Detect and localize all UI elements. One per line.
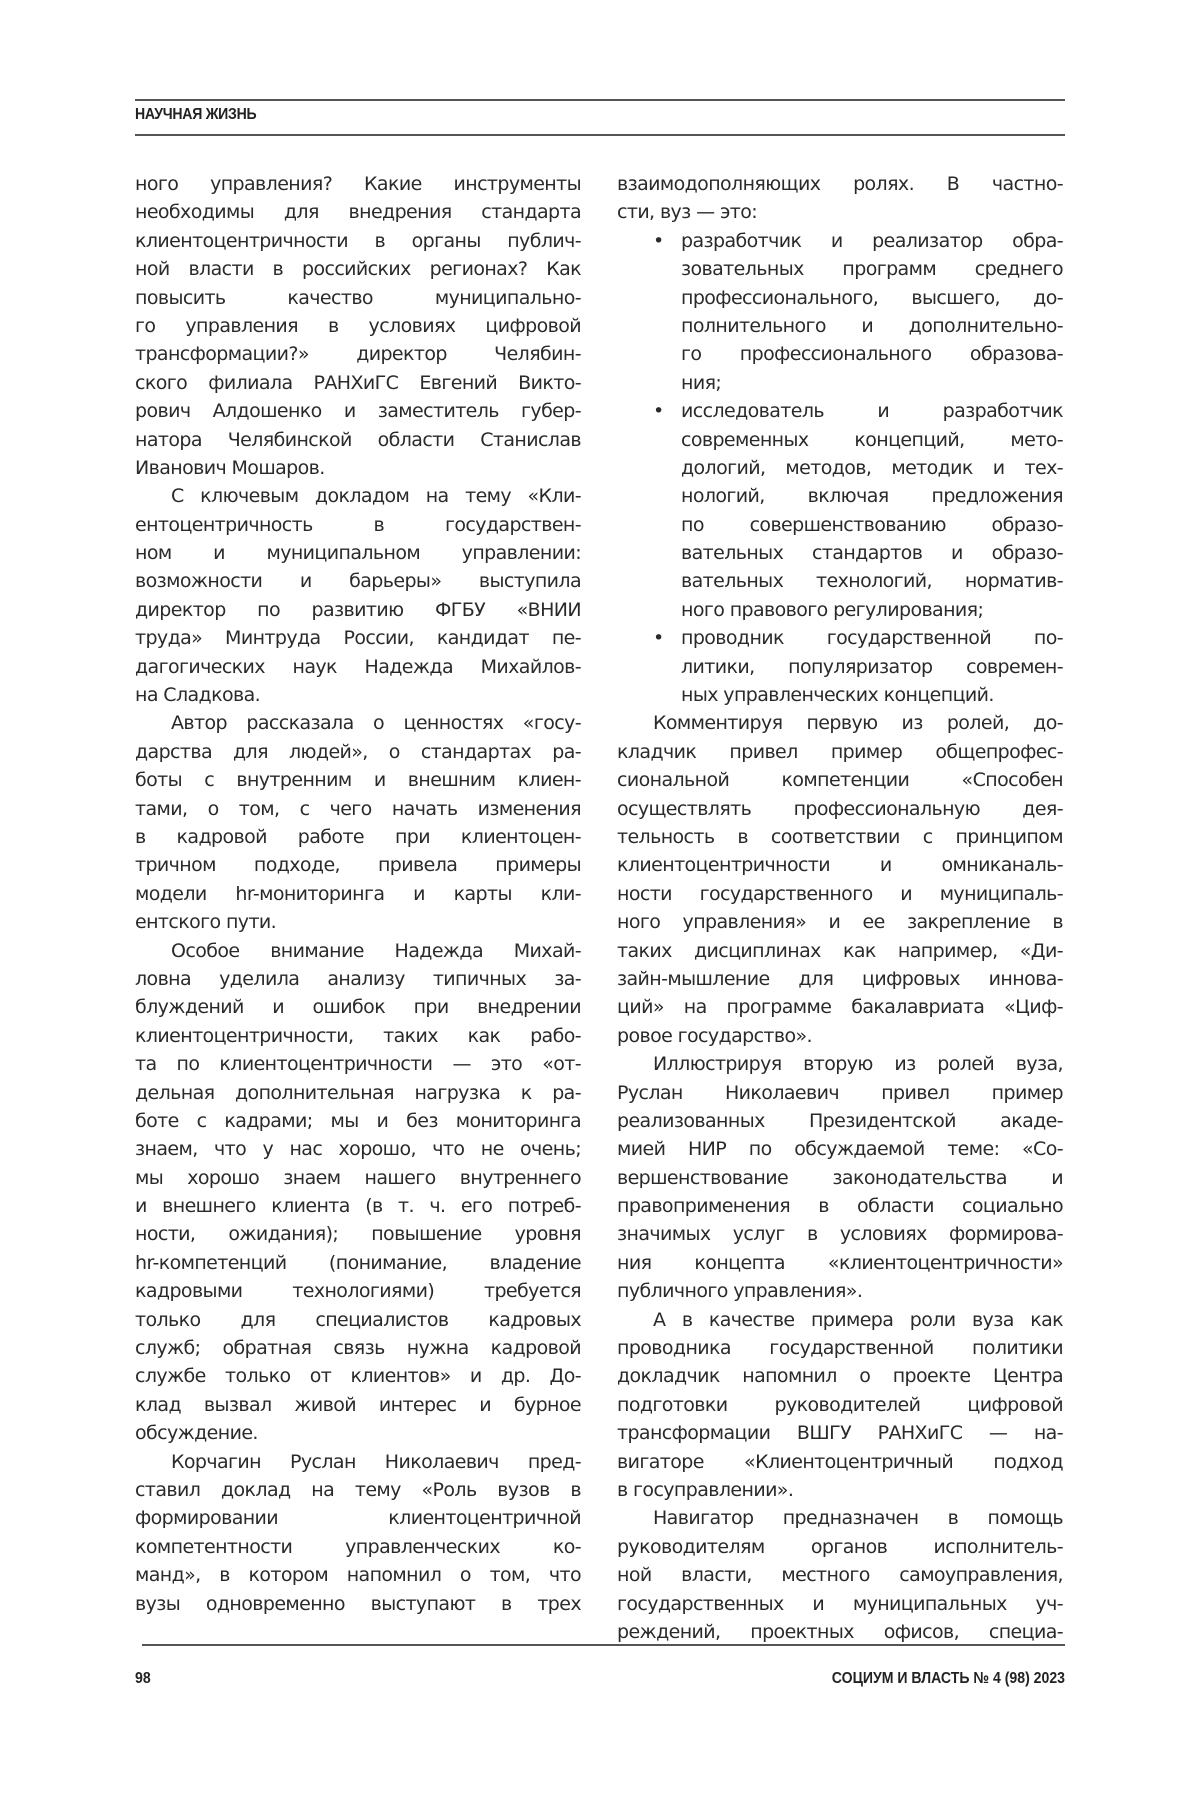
bullet-icon	[617, 255, 681, 283]
bullet-item	[617, 227, 1063, 397]
bullet-text: го профессионального образова-	[681, 343, 1063, 366]
bullet-text: нологий, включая предложения	[681, 485, 1063, 508]
footer-rule	[142, 1644, 1065, 1646]
bullet-text: ного правового регулирования;	[681, 598, 984, 621]
text-line: возможности и барьеры» выступила	[135, 570, 581, 593]
text-line: повысить качество муниципально-	[135, 286, 581, 309]
text-line: реализованных Президентской акаде-	[617, 1109, 1063, 1132]
text-line: сиональной компетенции «Способен	[617, 769, 1063, 792]
bullet-line	[617, 511, 1063, 539]
text-line: службе только от клиентов» и др. До-	[135, 1365, 581, 1388]
text-line: труда» Минтруда России, кандидат пе-	[135, 627, 581, 650]
text-line: правоприменения в области социально	[617, 1195, 1063, 1218]
text-line: Иванович Мошаров.	[135, 456, 325, 479]
bullet-text: зовательных программ среднего	[681, 258, 1063, 281]
bullet-line	[617, 227, 1063, 255]
text-line: вузы одновременно выступают в трех	[135, 1592, 581, 1615]
text-line: Автор рассказала о ценностях «госу-	[171, 712, 581, 735]
bullet-line	[617, 596, 1063, 624]
text-line: вершенствование законодательства и	[617, 1166, 1063, 1189]
bullet-text: дологий, методов, методик и тех-	[681, 456, 1063, 479]
text-line: вигаторе «Клиентоцентричный подход	[617, 1450, 1063, 1473]
text-line: подготовки руководителей цифровой	[617, 1393, 1063, 1416]
text-line: мией НИР по обсуждаемой теме: «Со-	[617, 1138, 1063, 1161]
text-line: осуществлять профессиональную дея-	[617, 797, 1063, 820]
text-line: тричном подходе, привела примеры	[135, 854, 581, 877]
bullet-text: исследователь и разработчик	[681, 400, 1063, 423]
text-line: зайн-мышление для цифровых иннова-	[617, 967, 1063, 990]
text-line: таких дисциплинах как например, «Ди-	[617, 939, 1063, 962]
bullet-text: профессионального, высшего, до-	[681, 286, 1063, 309]
text-line: только для специалистов кадровых	[135, 1308, 581, 1331]
text-line: клиентоцентричности, таких как рабо-	[135, 1024, 581, 1047]
bullet-icon	[617, 511, 681, 539]
bullet-icon	[617, 596, 681, 624]
text-line: та по клиентоцентричности — это «от-	[135, 1053, 581, 1076]
bullet-item	[617, 397, 1063, 624]
text-line: кладчик привел пример общепрофес-	[617, 740, 1063, 763]
bullet-line	[617, 255, 1063, 283]
text-line: трансформации?» директор Челябин-	[135, 343, 581, 366]
text-line: ности, ожидания); повышение уровня	[135, 1223, 581, 1246]
text-line: взаимодополняющих ролях. В частно-	[617, 173, 1063, 195]
text-line: и внешнего клиента (в т. ч. его потреб-	[135, 1195, 581, 1218]
bullet-icon: •	[653, 400, 664, 423]
bullet-icon	[617, 681, 681, 709]
text-line: дельная дополнительная нагрузка к ра-	[135, 1081, 581, 1104]
text-line: ного управления» и ее закрепление в	[617, 911, 1063, 934]
text-line: А в качестве примера роли вуза как	[653, 1308, 1063, 1331]
bullet-line	[617, 681, 1063, 709]
bullet-icon	[617, 567, 681, 595]
text-line: Руслан Николаевич привел пример	[617, 1081, 1063, 1104]
bullet-text: по совершенствованию образо-	[681, 513, 1063, 536]
page-number: 98	[135, 1670, 151, 1687]
bullet-icon	[617, 426, 681, 454]
text-line: рович Алдошенко и заместитель губер-	[135, 400, 581, 423]
bullet-icon: •	[653, 627, 664, 650]
bullet-text: проводник государственной по-	[681, 627, 1063, 650]
text-line: ния концепта «клиентоцентричности»	[617, 1251, 1063, 1274]
text-line: клад вызвал живой интерес и бурное	[135, 1393, 581, 1416]
bullet-icon	[617, 539, 681, 567]
bullet-text: вательных стандартов и образо-	[681, 542, 1063, 565]
text-line: ентоцентричность в государствен-	[135, 513, 581, 536]
text-line: модели hr-мониторинга и карты кли-	[135, 882, 581, 905]
text-line: на Сладкова.	[135, 684, 261, 707]
text-line: трансформации ВШГУ РАНХиГС — на-	[617, 1422, 1063, 1445]
text-line: ставил доклад на тему «Роль вузов в	[135, 1478, 581, 1501]
bullet-line	[617, 426, 1063, 454]
header-top-rule	[135, 99, 1065, 101]
text-line: публичного управления».	[617, 1280, 863, 1303]
text-line: Особое внимание Надежда Михай-	[171, 939, 581, 962]
bullet-line	[617, 397, 1063, 425]
right-body	[617, 709, 1063, 1646]
text-line: в госуправлении».	[617, 1478, 794, 1501]
text-line: докладчик напомнил о проекте Центра	[617, 1365, 1063, 1388]
text-line: Комментируя первую из ролей, до-	[653, 712, 1063, 735]
bullet-line	[617, 567, 1063, 595]
bullet-text: ных управленческих концепций.	[681, 684, 994, 707]
bullet-text: разработчик и реализатор обра-	[681, 229, 1063, 252]
text-line: ного управления? Какие инструменты	[135, 173, 581, 195]
bullet-text: литики, популяризатор современ-	[681, 655, 1063, 678]
bullet-text: полнительного и дополнительно-	[681, 314, 1063, 337]
text-line: реждений, проектных офисов, специа-	[617, 1620, 1063, 1643]
text-line: тами, о том, с чего начать изменения	[135, 797, 581, 820]
text-line: ловна уделила анализу типичных за-	[135, 967, 581, 990]
bullet-icon	[617, 482, 681, 510]
bullet-line	[617, 653, 1063, 681]
text-line: служб; обратная связь нужна кадровой	[135, 1337, 581, 1360]
text-line: Навигатор предназначен в помощь	[653, 1507, 1063, 1530]
bullet-line	[617, 624, 1063, 652]
text-line: го управления в условиях цифровой	[135, 314, 581, 337]
text-line: клиентоцентричности и омниканаль-	[617, 854, 1063, 877]
text-line: натора Челябинской области Станислав	[135, 428, 581, 451]
text-line: ровое государство».	[617, 1024, 812, 1047]
text-line: hr-компетенций (понимание, владение	[135, 1251, 581, 1274]
bullet-line	[617, 312, 1063, 340]
text-line: в кадровой работе при клиентоцен-	[135, 825, 581, 848]
bullet-icon: •	[653, 229, 664, 252]
text-line: кадровыми технологиями) требуется	[135, 1280, 581, 1303]
text-line: руководителям органов исполнитель-	[617, 1535, 1063, 1558]
right-column	[617, 170, 1063, 1646]
bullet-icon	[617, 312, 681, 340]
journal-issue: СОЦИУМ И ВЛАСТЬ № 4 (98) 2023	[831, 1670, 1065, 1687]
text-line: необходимы для внедрения стандарта	[135, 201, 581, 224]
bullet-icon	[617, 454, 681, 482]
text-line: боты с внутренним и внешним клиен-	[135, 769, 581, 792]
text-line: С ключевым докладом на тему «Кли-	[171, 485, 581, 508]
text-line: государственных и муниципальных уч-	[617, 1592, 1063, 1615]
text-line: манд», в котором напомнил о том, что	[135, 1564, 581, 1587]
text-line: ности государственного и муниципаль-	[617, 882, 1063, 905]
text-line: ном и муниципальном управлении:	[135, 542, 581, 565]
text-line: Иллюстрируя вторую из ролей вуза,	[653, 1053, 1063, 1076]
text-line: знаем, что у нас хорошо, что не очень;	[135, 1138, 581, 1161]
text-line: ной власти в российских регионах? Как	[135, 258, 581, 281]
bullet-text: вательных технологий, норматив-	[681, 570, 1063, 593]
bullet-icon	[617, 340, 681, 368]
text-line: ций» на программе бакалавриата «Циф-	[617, 996, 1063, 1019]
bullet-line	[617, 539, 1063, 567]
bullet-text: современных концепций, мето-	[681, 428, 1063, 451]
bullet-text: ния;	[681, 371, 722, 394]
bullet-line	[617, 454, 1063, 482]
text-line: Корчагин Руслан Николаевич пред-	[171, 1450, 581, 1473]
text-line: значимых услуг в условиях формирова-	[617, 1223, 1063, 1246]
text-line: проводника государственной политики	[617, 1337, 1063, 1360]
bullet-line	[617, 482, 1063, 510]
bullet-line	[617, 369, 1063, 397]
roles-bullet-list	[617, 227, 1063, 710]
section-title: НАУЧНАЯ ЖИЗНЬ	[135, 106, 257, 123]
text-line: мы хорошо знаем нашего внутреннего	[135, 1166, 581, 1189]
bullet-icon	[617, 653, 681, 681]
text-line: обсуждение.	[135, 1422, 258, 1445]
bullet-line	[617, 284, 1063, 312]
text-line: дарства для людей», о стандартах ра-	[135, 740, 581, 763]
bullet-icon	[617, 284, 681, 312]
bullet-line	[617, 340, 1063, 368]
text-line: блуждений и ошибок при внедрении	[135, 996, 581, 1019]
left-column	[135, 170, 581, 1618]
right-intro	[617, 170, 1063, 227]
text-line: формировании клиентоцентричной	[135, 1507, 581, 1530]
text-line: тельность в соответствии с принципом	[617, 825, 1063, 848]
text-line: директор по развитию ФГБУ «ВНИИ	[135, 598, 581, 621]
text-line: дагогических наук Надежда Михайлов-	[135, 655, 581, 678]
bullet-icon	[617, 369, 681, 397]
text-line: сти, вуз — это:	[617, 201, 758, 224]
text-line: компетентности управленческих ко-	[135, 1535, 581, 1558]
text-line: клиентоцентричности в органы публич-	[135, 229, 581, 252]
bullet-item	[617, 624, 1063, 709]
text-line: ентского пути.	[135, 911, 277, 934]
text-line: боте с кадрами; мы и без мониторинга	[135, 1109, 581, 1132]
text-line: ского филиала РАНХиГС Евгений Викто-	[135, 371, 581, 394]
text-line: ной власти, местного самоуправления,	[617, 1564, 1063, 1587]
header-bottom-rule	[135, 134, 1065, 136]
